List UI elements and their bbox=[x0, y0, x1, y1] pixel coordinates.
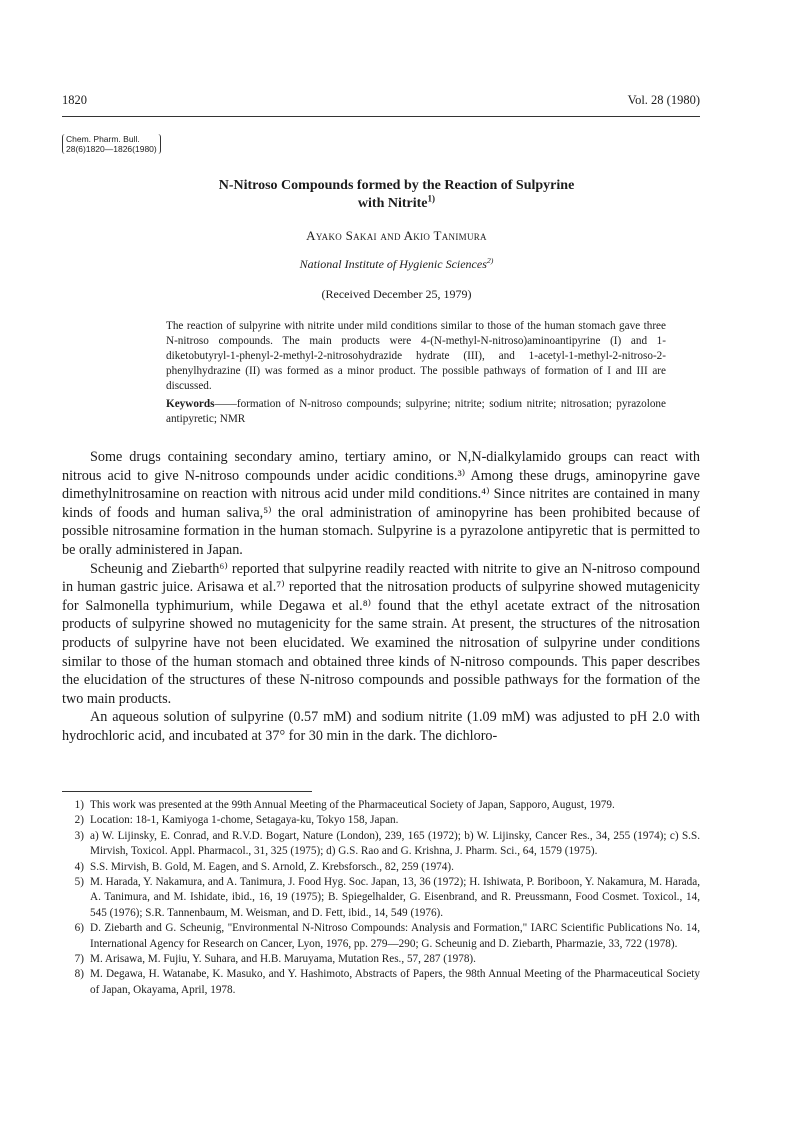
affiliation-text: National Institute of Hygienic Sciences bbox=[299, 257, 487, 271]
footnote-text: M. Harada, Y. Nakamura, and A. Tanimura, J. Food Hyg. Soc. Japan, 13, 36 (1972); H. Ishiwata, P. Boriboon, Y. Nakamura, M. Harada, A. Tanimura, and M. Ishidate, ibid., 16, 19 (1975); B. Spiegelhalder, G. Eisenbrand, and R. Preussmann, Food Cosmet. Toxicol., 14, 545 (1976); S.R. Tannenbaum, M. Weisman, and D. Fett, ibid., 14, 549 (1976). bbox=[90, 876, 700, 919]
journal-stamp bbox=[62, 134, 161, 154]
abstract-text: The reaction of sulpyrine with nitrite under mild conditions similar to those of the human stomach gave three N-nitroso compounds. The main products were 4-(N-methyl-N-nitroso)aminoantipyrine (I) and 1-diketobutyryl-1-phenyl-2-methyl-2-nitrosohydrazide hydrate (III), and 1-acetyl-1-methyl-2-nitroso-2-phenylhydrazine (II) was formed as a minor product. The possible pathways of formation of I and III are discussed. bbox=[166, 320, 666, 392]
body-paragraph: Scheunig and Ziebarth⁶⁾ reported that sulpyrine readily reacted with nitrite to give an N-nitroso compound in human gastric juice. Arisawa et al.⁷⁾ reported that the nitrosation products of sulpyrine showed mutagenicity for Salmonella typhimurium, while Degawa et al.⁸⁾ found that the ethyl acetate extract of the nitrosation products of sulpyrine showed no mutagenicity for the same strain. At present, the structures of the nitrosation products of sulpyrine have not been elucidated. We examined the nitrosation of sulpyrine under conditions similar to those of the human stomach and obtained three kinds of N-nitroso compounds. This paper describes the elucidation of the structures of these N-nitroso compounds and possible pathways for the formation of the two main products. bbox=[62, 560, 700, 707]
footnote-number: 8) bbox=[74, 968, 84, 981]
footnote-text: Location: 18-1, Kamiyoga 1-chome, Setagaya-ku, Tokyo 158, Japan. bbox=[90, 814, 399, 827]
title-line-2: with Nitrite bbox=[357, 196, 428, 211]
footnote-text: S.S. Mirvish, B. Gold, M. Eagen, and S. Arnold, Z. Krebsforsch., 82, 259 (1974). bbox=[90, 860, 454, 873]
footnote-number: 6) bbox=[74, 922, 84, 935]
authors: Ayako Sakai and Akio Tanimura bbox=[306, 228, 487, 243]
footnote-number: 7) bbox=[74, 953, 84, 966]
footnote-text: D. Ziebarth and G. Scheunig, "Environmental N-Nitroso Compounds: Analysis and Formation," IARC Scientific Publications No. 14, International Agency for Research on Cancer, Lyon, 1976, pp. 279—290; G. Scheunig and D. Ziebarth, Pharmazie, 33, 722 (1978). bbox=[90, 922, 700, 950]
body-paragraph: Some drugs containing secondary amino, tertiary amino, or N,N-dialkylamido groups can react with nitrous acid to give N-nitroso compounds under acidic conditions.³⁾ Among these drugs, aminopyrine gave dimethylnitrosamine on reaction with nitrous acid under mild conditions.⁴⁾ Since nitrites are contained in many kinds of foods and human saliva,⁵⁾ the oral administration of aminopyrine has been prohibited because of possible nitrosamine formation in the human stomach. Sulpyrine is a pyrazolone antipyretic that is permitted to be orally administered in Japan. bbox=[62, 449, 700, 558]
footnote-number: 2) bbox=[74, 814, 84, 827]
page-number: 1820 bbox=[62, 93, 87, 107]
keywords-text: ——formation of N-nitroso compounds; sulpyrine; nitrite; sodium nitrite; nitrosation; pyrazolone antipyretic; NMR bbox=[166, 398, 666, 425]
footnote-number: 4) bbox=[74, 860, 84, 873]
footnote-text: M. Arisawa, M. Fujiu, Y. Suhara, and H.B. Maruyama, Mutation Res., 57, 287 (1978). bbox=[90, 953, 476, 966]
affiliation-footnote-mark: 2) bbox=[486, 256, 494, 265]
footnote-text: M. Degawa, H. Watanabe, K. Masuko, and Y. Hashimoto, Abstracts of Papers, the 98th Annual Meeting of the Pharmaceutical Society of Japan, Okayama, April, 1978. bbox=[90, 968, 700, 996]
article-title bbox=[150, 177, 643, 213]
journal-stamp-line-2: 28(6)1820—1826(1980) bbox=[66, 144, 157, 154]
footnote bbox=[62, 829, 700, 860]
volume-info: Vol. 28 (1980) bbox=[627, 93, 700, 107]
received-date: (Received December 25, 1979) bbox=[321, 287, 472, 301]
journal-stamp-line-1: Chem. Pharm. Bull. bbox=[66, 134, 140, 144]
footnote bbox=[62, 921, 700, 952]
keywords bbox=[166, 397, 666, 427]
running-header bbox=[62, 93, 700, 108]
affiliation bbox=[0, 257, 793, 272]
body-text bbox=[62, 448, 700, 746]
footnote bbox=[62, 860, 700, 875]
title-footnote-mark: 1) bbox=[427, 193, 436, 204]
footnote bbox=[62, 952, 700, 967]
footnote-number: 3) bbox=[74, 829, 84, 842]
footnote bbox=[62, 798, 700, 813]
keywords-label: Keywords bbox=[166, 398, 215, 410]
body-paragraph: An aqueous solution of sulpyrine (0.57 mM) and sodium nitrite (1.09 mM) was adjusted to pH 2.0 with hydrochloric acid, and incubated at 37° for 30 min in the dark. The dichloro- bbox=[62, 709, 700, 744]
footnote-text: a) W. Lijinsky, E. Conrad, and R.V.D. Bogart, Nature (London), 239, 165 (1972); b) W. Lijinsky, Cancer Res., 34, 255 (1974); c) S.S. Mirvish, Toxicol. Appl. Pharmacol., 31, 325 (1975); d) G.S. Rao and G. Krishna, J. Pharm. Sci., 64, 1579 (1975). bbox=[90, 829, 700, 858]
header-rule bbox=[62, 116, 700, 117]
footnote bbox=[62, 875, 700, 921]
footnote-number: 1) bbox=[74, 799, 84, 811]
footnote bbox=[62, 967, 700, 998]
abstract bbox=[166, 319, 666, 394]
footnote-number: 5) bbox=[74, 876, 84, 889]
footnotes bbox=[62, 798, 700, 998]
footnote-rule bbox=[62, 791, 312, 792]
title-line-1: N-Nitroso Compounds formed by the Reaction of Sulpyrine bbox=[218, 178, 575, 193]
footnote-text: This work was presented at the 99th Annual Meeting of the Pharmaceutical Society of Japan, Sapporo, August, 1979. bbox=[90, 799, 615, 811]
footnote bbox=[62, 813, 700, 828]
